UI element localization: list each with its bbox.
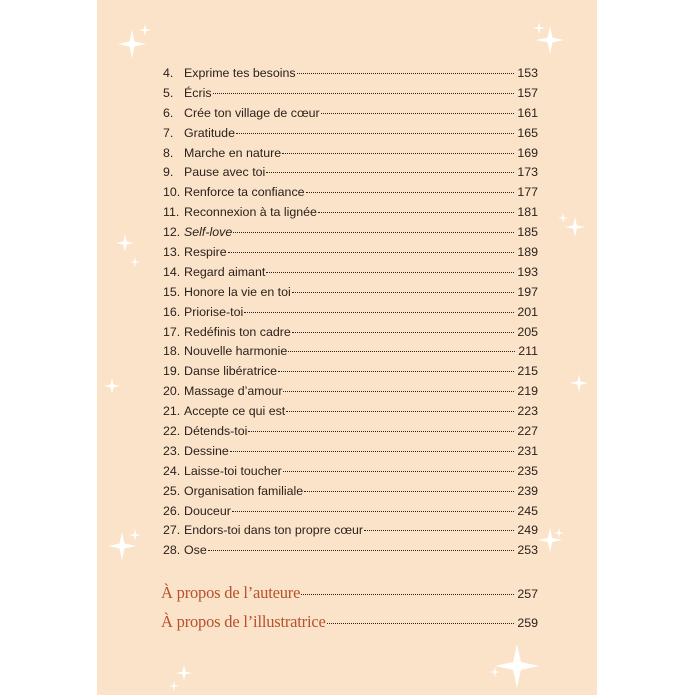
chapter-title: Massage d’amour [184, 384, 283, 399]
toc-entry [163, 263, 538, 283]
toc-entry [163, 342, 538, 362]
page-number: 157 [517, 85, 538, 100]
dot-leader [304, 491, 514, 492]
toc-entry [163, 243, 538, 263]
chapter-number: 21. [163, 404, 181, 419]
chapter-title: Honore la vie en toi [184, 284, 291, 299]
chapter-title: Self-love [184, 225, 233, 240]
chapter-number: 23. [163, 443, 181, 458]
dot-leader [230, 451, 515, 452]
chapter-number: 22. [163, 424, 181, 439]
dot-leader [292, 292, 515, 293]
sparkle-icon [169, 681, 179, 691]
chapter-number: 28. [163, 543, 181, 558]
toc-entry [163, 203, 538, 223]
dot-leader [321, 113, 515, 114]
dot-leader [213, 93, 515, 94]
page-number: 161 [517, 105, 538, 120]
toc-entry [163, 462, 538, 482]
appendix-item-illustrator [161, 612, 538, 632]
appendix-item-author [161, 583, 538, 603]
chapter-number: 8. [163, 145, 174, 160]
sparkle-icon [129, 529, 141, 541]
toc-entry [163, 382, 538, 402]
chapter-number: 20. [163, 384, 181, 399]
sparkle-icon [558, 213, 568, 223]
sparkle-icon [533, 22, 545, 34]
page-number: 249 [517, 523, 538, 538]
page-number: 227 [517, 424, 538, 439]
toc-entry [163, 422, 538, 442]
chapter-title: Reconnexion à ta lignée [184, 205, 317, 220]
chapter-title: Dessine [184, 443, 229, 458]
chapter-title: Redéfinis ton cadre [184, 324, 291, 339]
page-number: 169 [517, 145, 538, 160]
dot-leader [232, 511, 514, 512]
toc-entry [163, 442, 538, 462]
chapter-number: 12. [163, 225, 181, 240]
toc-entry [163, 362, 538, 382]
toc-entry [163, 124, 538, 144]
sparkle-icon [176, 665, 192, 681]
toc-entry [163, 84, 538, 104]
toc-entry [163, 323, 538, 343]
dot-leader [236, 133, 514, 134]
sparkle-icon [554, 528, 564, 538]
chapter-title: Respire [184, 245, 227, 260]
page-number: 181 [517, 205, 538, 220]
toc-entry [163, 541, 538, 561]
page-number: 211 [518, 344, 538, 359]
chapter-title: Regard aimant [184, 264, 266, 279]
dot-leader [282, 153, 514, 154]
table-of-contents [163, 64, 538, 561]
chapter-title: Marche en nature [184, 145, 282, 160]
chapter-number: 9. [163, 165, 174, 180]
page-number: 259 [517, 616, 538, 630]
dot-leader [286, 411, 514, 412]
chapter-number: 26. [163, 503, 181, 518]
page-number: 231 [517, 443, 538, 458]
sparkle-icon [490, 667, 500, 677]
dot-leader [364, 530, 514, 531]
toc-entry [163, 283, 538, 303]
chapter-number: 10. [163, 185, 181, 200]
dot-leader [248, 431, 514, 432]
chapter-number: 25. [163, 483, 181, 498]
chapter-number: 19. [163, 364, 181, 379]
dot-leader [288, 351, 515, 352]
page-number: 201 [517, 304, 538, 319]
chapter-title: Gratitude [184, 125, 235, 140]
chapter-title: Crée ton village de cœur [184, 105, 320, 120]
book-page [97, 0, 597, 695]
toc-entry [163, 502, 538, 522]
chapter-title: Exprime tes besoins [184, 66, 296, 80]
chapter-title: Laisse-toi toucher [184, 463, 282, 478]
chapter-number: 5. [163, 85, 174, 100]
chapter-title: Douceur [184, 503, 231, 518]
dot-leader [327, 623, 515, 624]
chapter-title: Ose [184, 543, 207, 558]
page-number: 257 [517, 587, 538, 601]
page-number: 173 [517, 165, 538, 180]
dot-leader [283, 471, 515, 472]
dot-leader [292, 332, 515, 333]
page-number: 193 [517, 264, 538, 279]
chapter-title: Renforce ta confiance [184, 185, 305, 200]
chapter-title: Accepte ce qui est [184, 404, 286, 419]
toc-entry [163, 223, 538, 243]
toc-entry [163, 183, 538, 203]
dot-leader [278, 371, 514, 372]
page-number: 223 [517, 404, 538, 419]
chapter-title: Détends-toi [184, 424, 248, 439]
chapter-number: 15. [163, 284, 181, 299]
chapter-number: 16. [163, 304, 181, 319]
chapter-number: 4. [163, 66, 174, 80]
sparkle-icon [130, 257, 140, 267]
sparkle-icon [570, 374, 588, 392]
sparkle-icon [104, 378, 120, 394]
page-number: 177 [517, 185, 538, 200]
dot-leader [233, 232, 514, 233]
dot-leader [297, 73, 515, 74]
chapter-number: 7. [163, 125, 174, 140]
chapter-title: Priorise-toi [184, 304, 244, 319]
chapter-number: 18. [163, 344, 181, 359]
sparkle-icon [495, 644, 539, 688]
page-number: 153 [517, 66, 538, 80]
sparkle-icon [565, 217, 585, 237]
chapter-number: 27. [163, 523, 181, 538]
page-number: 219 [517, 384, 538, 399]
toc-entry [163, 64, 538, 84]
page-number: 239 [517, 483, 538, 498]
chapter-number: 13. [163, 245, 181, 260]
page-number: 245 [517, 503, 538, 518]
dot-leader [266, 272, 514, 273]
chapter-title: Pause avec toi [184, 165, 266, 180]
toc-entry [163, 521, 538, 541]
page-number: 205 [517, 324, 538, 339]
chapter-number: 24. [163, 463, 181, 478]
dot-leader [244, 312, 514, 313]
toc-entry [163, 104, 538, 124]
toc-entry [163, 144, 538, 164]
dot-leader [228, 252, 515, 253]
appendix-title: À propos de l’illustratrice [161, 612, 326, 631]
page-number: 215 [517, 364, 538, 379]
chapter-title: Organisation familiale [184, 483, 304, 498]
page-number: 185 [517, 225, 538, 240]
appendix-title: À propos de l’auteure [161, 583, 301, 602]
page-number: 197 [517, 284, 538, 299]
chapter-title: Écris [184, 85, 212, 100]
page-number: 189 [517, 245, 538, 260]
dot-leader [208, 550, 515, 551]
chapter-number: 17. [163, 324, 181, 339]
page-number: 165 [517, 125, 538, 140]
page-number: 253 [517, 543, 538, 558]
dot-leader [306, 192, 515, 193]
chapter-number: 11. [163, 205, 180, 220]
toc-entry [163, 163, 538, 183]
dot-leader [301, 594, 514, 595]
sparkle-icon [139, 24, 151, 36]
chapter-title: Danse libératrice [184, 364, 277, 379]
toc-entry [163, 303, 538, 323]
sparkle-icon [116, 234, 134, 252]
chapter-title: Endors-toi dans ton propre cœur [184, 523, 364, 538]
toc-entry [163, 402, 538, 422]
dot-leader [283, 391, 514, 392]
chapter-title: Nouvelle harmonie [184, 344, 288, 359]
toc-entry [163, 482, 538, 502]
dot-leader [266, 172, 514, 173]
chapter-number: 6. [163, 105, 174, 120]
page-number: 235 [517, 463, 538, 478]
chapter-number: 14. [163, 264, 181, 279]
dot-leader [318, 212, 514, 213]
